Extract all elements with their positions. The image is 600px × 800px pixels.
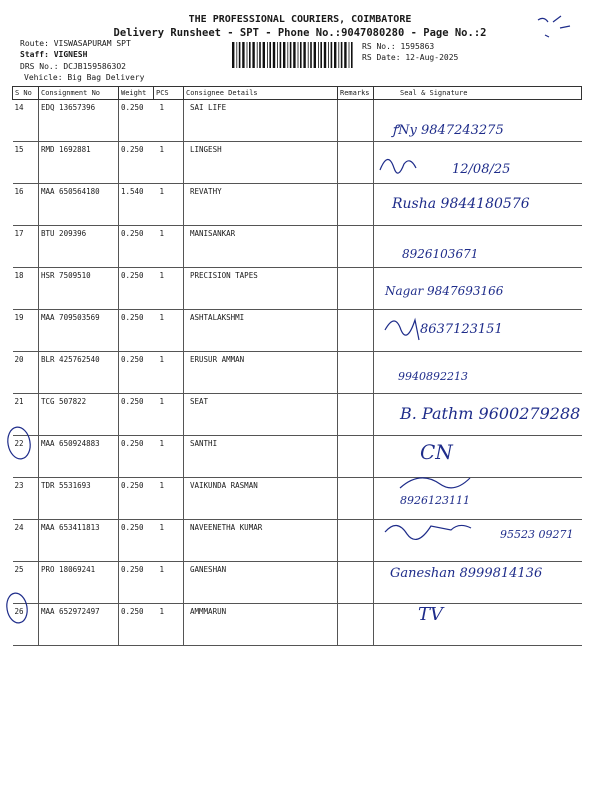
handwritten-signature: Ganeshan 8999814136	[390, 566, 543, 581]
sno-cell: 15	[13, 142, 39, 184]
handwritten-signature: B. Pathm 9600279288	[400, 404, 581, 423]
sno-cell: 14	[13, 100, 39, 142]
weight-cell: 0.250	[119, 352, 154, 394]
weight-cell: 0.250	[119, 394, 154, 436]
sno-cell: 20	[13, 352, 39, 394]
weight-cell: 0.250	[119, 604, 154, 646]
remarks-cell	[338, 142, 374, 184]
weight-cell: 0.250	[119, 478, 154, 520]
remarks-cell	[338, 100, 374, 142]
sno-cell: 24	[13, 520, 39, 562]
weight-cell: 0.250	[119, 142, 154, 184]
consignment-cell: TCG 507822	[39, 394, 119, 436]
pcs-cell: 1	[154, 352, 184, 394]
consignment-cell: EDQ 13657396	[39, 100, 119, 142]
sno-cell: 18	[13, 268, 39, 310]
pcs-cell: 1	[154, 268, 184, 310]
col-sno: S No	[13, 87, 39, 100]
table-row	[13, 478, 582, 520]
consignment-cell: BLR 425762540	[39, 352, 119, 394]
sno-cell: 22	[13, 436, 39, 478]
col-consignee: Consignee Details	[184, 87, 338, 100]
pcs-cell: 1	[154, 226, 184, 268]
route-label: Route: VISWASAPURAM SPT	[20, 39, 131, 48]
handwritten-signature: CN	[420, 440, 453, 464]
handwritten-signature: 9940892213	[398, 370, 468, 383]
consignee-cell: VAIKUNDA RASMAN	[184, 478, 338, 520]
remarks-cell	[338, 394, 374, 436]
consignment-cell: MAA 653411813	[39, 520, 119, 562]
pcs-cell: 1	[154, 310, 184, 352]
signature-cell	[374, 604, 582, 646]
handwritten-signature: Rusha 9844180576	[392, 196, 530, 212]
handwritten-signature: 8926123111	[400, 494, 470, 507]
table-row	[13, 352, 582, 394]
col-signature: Seal & Signature	[374, 87, 582, 100]
weight-cell: 0.250	[119, 268, 154, 310]
consignment-cell: BTU 209396	[39, 226, 119, 268]
weight-cell: 0.250	[119, 520, 154, 562]
consignee-cell: ERUSUR AMMAN	[184, 352, 338, 394]
consignment-cell: MAA 709503569	[39, 310, 119, 352]
table-row	[13, 520, 582, 562]
col-remarks: Remarks	[338, 87, 374, 100]
handwritten-signature: 8637123151	[420, 322, 503, 337]
col-weight: Weight	[119, 87, 154, 100]
consignment-cell: TDR 5531693	[39, 478, 119, 520]
sno-cell: 17	[13, 226, 39, 268]
remarks-cell	[338, 436, 374, 478]
table-row	[13, 226, 582, 268]
remarks-cell	[338, 226, 374, 268]
barcode-icon	[232, 42, 354, 68]
vehicle-label: Vehicle: Big Bag Delivery	[24, 73, 145, 82]
weight-cell: 0.250	[119, 100, 154, 142]
consignee-cell: ASHTALAKSHMI	[184, 310, 338, 352]
weight-cell: 0.250	[119, 436, 154, 478]
handwritten-signature: 8926103671	[402, 247, 479, 261]
signature-cell	[374, 436, 582, 478]
consignee-cell: NAVEENETHA KUMAR	[184, 520, 338, 562]
col-pcs: PCS	[154, 87, 184, 100]
sno-cell: 19	[13, 310, 39, 352]
handwritten-signature: 12/08/25	[452, 162, 511, 177]
col-consignment: Consignment No	[39, 87, 119, 100]
consignee-cell: GANESHAN	[184, 562, 338, 604]
weight-cell: 0.250	[119, 310, 154, 352]
consignment-cell: MAA 650564180	[39, 184, 119, 226]
consignment-cell: MAA 650924883	[39, 436, 119, 478]
pcs-cell: 1	[154, 604, 184, 646]
consignee-cell: SAI LIFE	[184, 100, 338, 142]
consignee-cell: REVATHY	[184, 184, 338, 226]
sno-cell: 23	[13, 478, 39, 520]
remarks-cell	[338, 268, 374, 310]
table-row	[13, 604, 582, 646]
sno-cell: 26	[13, 604, 39, 646]
remarks-cell	[338, 562, 374, 604]
consignment-cell: RMD 1692881	[39, 142, 119, 184]
remarks-cell	[338, 520, 374, 562]
pcs-cell: 1	[154, 520, 184, 562]
runsheet-title: Delivery Runsheet - SPT - Phone No.:9047080280 - Page No.:2	[113, 27, 487, 39]
remarks-cell	[338, 604, 374, 646]
remarks-cell	[338, 310, 374, 352]
handwritten-signature: ꝭNy 9847243275	[392, 123, 504, 138]
remarks-cell	[338, 478, 374, 520]
rs-date: RS Date: 12-Aug-2025	[362, 53, 459, 62]
pcs-cell: 1	[154, 394, 184, 436]
remarks-cell	[338, 184, 374, 226]
consignee-cell: LINGESH	[184, 142, 338, 184]
drs-label: DRS No.: DCJB1595863O2	[20, 62, 126, 71]
sno-cell: 16	[13, 184, 39, 226]
consignment-cell: PRO 18069241	[39, 562, 119, 604]
consignee-cell: MANISANKAR	[184, 226, 338, 268]
pcs-cell: 1	[154, 100, 184, 142]
consignee-cell: SEAT	[184, 394, 338, 436]
consignee-cell: AMMMARUN	[184, 604, 338, 646]
consignment-cell: HSR 7509510	[39, 268, 119, 310]
pcs-cell: 1	[154, 184, 184, 226]
staff-label: Staff: VIGNESH	[20, 50, 88, 59]
table-row	[13, 436, 582, 478]
company-title: THE PROFESSIONAL COURIERS, COIMBATORE	[188, 14, 412, 25]
handwritten-signature: TV	[418, 604, 444, 625]
rs-number: RS No.: 1595863	[362, 42, 435, 51]
pcs-cell: 1	[154, 436, 184, 478]
handwritten-signature: Nagar 9847693166	[385, 284, 504, 298]
consignment-cell: MAA 652972497	[39, 604, 119, 646]
consignee-cell: PRECISION TAPES	[184, 268, 338, 310]
weight-cell: 0.250	[119, 562, 154, 604]
pcs-cell: 1	[154, 562, 184, 604]
pcs-cell: 1	[154, 142, 184, 184]
sno-cell: 25	[13, 562, 39, 604]
weight-cell: 0.250	[119, 226, 154, 268]
handwritten-signature: 95523 09271	[500, 528, 574, 541]
remarks-cell	[338, 352, 374, 394]
weight-cell: 1.540	[119, 184, 154, 226]
consignee-cell: SANTHI	[184, 436, 338, 478]
table-header-row	[13, 87, 582, 100]
sno-cell: 21	[13, 394, 39, 436]
pcs-cell: 1	[154, 478, 184, 520]
